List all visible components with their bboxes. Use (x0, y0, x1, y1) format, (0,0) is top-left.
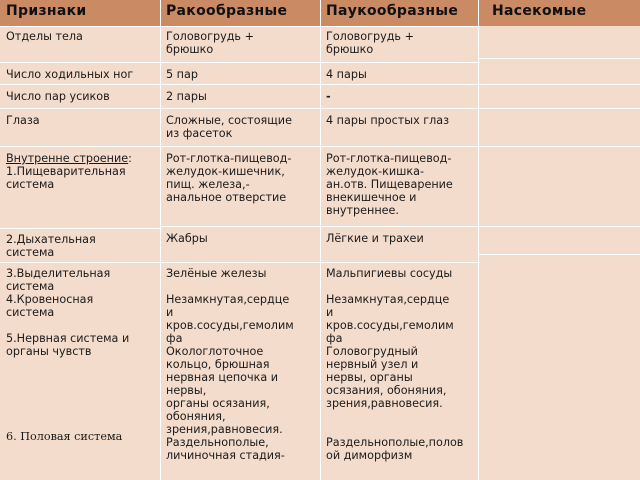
row-walking-legs-crustaceans: 5 пар (166, 68, 198, 81)
row-body-sections-label: Отделы тела (6, 30, 83, 43)
digestive-system-label: 1.Пищеварительная система (6, 165, 126, 191)
row-systems-arachnids: Мальпигиевы сосуды Незамкнутая,сердце и кров.сосуды,гемолим фа Головогрудный нервный узел и нервы, органы осязания, обоняния, зрения,равновесия. Раздельнополые,полов ой диморфизм (326, 267, 464, 462)
row-body-sections-arachnids: Головогрудь + брюшко (326, 30, 414, 56)
row-systems-label: 3.Выделительная система 4.Кровеносная система 5.Нервная система и органы чувств (6, 267, 130, 358)
row-reproductive-label: 6. Половая система (6, 430, 123, 443)
row-systems-crustaceans: Зелёные железы Незамкнутая,сердце и кров.сосуды,гемолим фа Окологлоточное кольцо, брюшная нервная цепочка и нервы, органы осязания, обоняния, зрения,равновесия. Раздельнополые, личиночная стадия- (166, 267, 294, 462)
header-insects: Насекомые (492, 3, 587, 19)
row-eyes-arachnids: 4 пары простых глаз (326, 114, 450, 127)
header-signs: Признаки (6, 3, 87, 19)
row-digestive-arachnids: Рот-глотка-пищевод- желудок-кишка- ан.отв. Пищеварение внекишечное и внутреннее. (326, 152, 453, 217)
row-antennae-label: Число пар усиков (6, 90, 110, 103)
column-divider (478, 0, 479, 480)
row-antennae-arachnids: - (326, 90, 331, 103)
row-eyes-crustaceans: Сложные, состоящие из фасеток (166, 114, 292, 140)
row-respiratory-arachnids: Лёгкие и трахеи (326, 232, 424, 245)
row-digestive-crustaceans: Рот-глотка-пищевод- желудок-кишечник, пищ. железа,- анальное отверстие (166, 152, 292, 204)
column-divider (320, 0, 321, 480)
header-crustaceans: Ракообразные (166, 3, 288, 19)
row-walking-legs-arachnids: 4 пары (326, 68, 367, 81)
row-respiratory-label: 2.Дыхательная система (6, 233, 96, 259)
row-respiratory-crustaceans: Жабры (166, 232, 208, 245)
row-body-sections-crustaceans: Головогрудь + брюшко (166, 30, 254, 56)
internal-structure-title: Внутренне строение (6, 152, 129, 165)
row-antennae-crustaceans: 2 пары (166, 90, 207, 103)
row-walking-legs-label: Число ходильных ног (6, 68, 134, 81)
header-arachnids: Паукообразные (326, 3, 459, 19)
row-eyes-label: Глаза (6, 114, 40, 127)
column-divider (160, 0, 161, 480)
row-digestive-label: Внутренне строение: 1.Пищеварительная система (6, 152, 132, 191)
